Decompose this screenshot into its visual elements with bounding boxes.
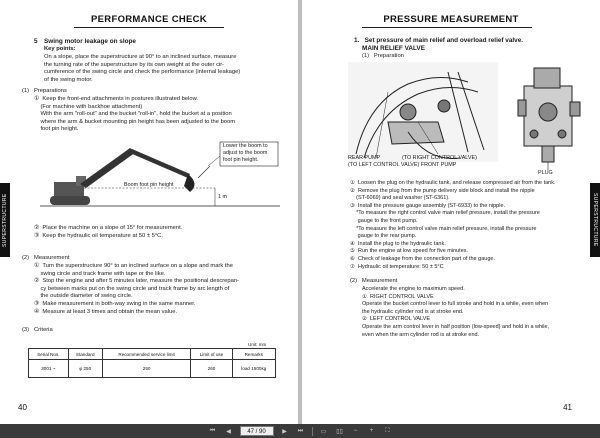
right-page-heading: PRESSURE MEASUREMENT [383, 14, 519, 25]
key-point-line: of the swing motor. [44, 76, 93, 83]
right-heading-rule [362, 27, 532, 28]
right-meas-line: Operate the bucket control lever to full stroke and hold in a while, even when [362, 301, 549, 308]
prep-line: where the arm & bucket mounting pin height has been adjusted to the boom [34, 118, 236, 125]
left-page [0, 0, 298, 424]
right-page [302, 0, 600, 424]
lower-boom-label-3: foot pin height. [223, 157, 259, 163]
prep-steps [34, 225, 182, 240]
key-points-label: Key points: [44, 46, 76, 52]
left-heading-rule [74, 27, 224, 28]
right-meas-line: Operate the arm control lever in half position (low-speed) and hold in a while, [362, 323, 550, 330]
prep-line: (For machine with backhoe attachment) [34, 103, 143, 110]
right-step: ① Loosen the plug on the hydraulic tank, and release compressed air from the tank. [350, 180, 556, 186]
page-indicator-input[interactable]: 47 / 90 [240, 426, 274, 436]
criteria-num: (3) [22, 327, 30, 333]
meas-line: swing circle and track frame with tape or the like. [34, 270, 166, 277]
prep-step: ② Place the machine on a slope of 15° for measurement. [34, 225, 183, 231]
criteria-title: Criteria [34, 327, 53, 333]
right-step: *To measure the right control valve main relief pressure, install the pressure [350, 210, 540, 217]
fullscreen-icon[interactable]: ⛶ [385, 427, 390, 434]
plug-label: PLUG [538, 170, 553, 176]
right-prep-label: (1) Preparation [362, 53, 404, 59]
to-right-label: (TO RIGHT CONTROL VALVE) [402, 155, 477, 161]
prep-step: ③ Keep the hydraulic oil temperature at 50 ± 5°C. [34, 232, 163, 239]
meas-line: the outside diameter of swing circle. [34, 293, 133, 300]
key-points [44, 54, 240, 84]
prep-line: ① Keep the front-end attachments in postures illustrated below. [34, 96, 199, 102]
right-step: ④ Install the plug to the hydraulic tank. [350, 240, 446, 247]
viewer-toolbar [0, 424, 600, 438]
right-meas-lines [362, 286, 549, 339]
right-section-line1: 1. Set pressure of main relief and overload relief valve. [354, 37, 524, 44]
table-cell: 250 [102, 360, 191, 378]
meas-line: ① Turn the superstructure 90° to an inclined surface on a slope and mark the [34, 263, 233, 269]
meas-title: Measurement [34, 255, 70, 261]
right-step: ⑥ Check of leakage from the connection part of the gauge. [350, 255, 495, 262]
right-section-line2: MAIN RELIEF VALVE [362, 45, 425, 52]
table-cell: 260 [191, 360, 232, 378]
next-page-icon[interactable]: ▶ [282, 428, 287, 435]
single-page-icon[interactable]: ▭ [320, 428, 327, 435]
table-cell: load 1500kg [232, 360, 275, 378]
key-point-line: On a slope, place the superstructure at 90° to an inclined surface, measure [44, 54, 237, 60]
right-meas-label: (2) Measurement [350, 278, 398, 284]
right-side-tab: SUPERSTRUCTURE [590, 183, 600, 257]
table-header: Standard [68, 349, 102, 360]
left-section-title: Swing motor leakage on slope [44, 38, 136, 45]
key-point-line: the turning rate of the superstructure by its own weight at the outer cir- [44, 61, 225, 68]
meas-line: ③ Make measurement in both-way swing in the same manner. [34, 300, 196, 307]
rear-pump-label: REAR PUMP [348, 155, 381, 161]
table-header-row [29, 349, 276, 360]
table-row [29, 360, 276, 378]
right-step: ⑤ Run the engine at low speed for five minutes. [350, 248, 469, 255]
meas-lines [34, 263, 239, 316]
right-step: ③ Install the pressure gauge assembly (ST-6933) to the nipple. [350, 202, 506, 209]
two-page-icon[interactable]: ▯▯ [336, 428, 343, 435]
one-m-label: 1 m [218, 194, 227, 200]
right-meas-line: even when the arm cylinder rod is at stroke end. [362, 331, 480, 338]
right-step: ② Remove the plug from the pump delivery side block and install the nipple [350, 187, 535, 194]
right-meas-line: Accelerate the engine to maximum speed. [362, 286, 465, 292]
meas-num: (2) [22, 255, 30, 261]
right-page-number: 41 [563, 403, 572, 412]
right-step: ⑦ Hydraulic oil temperature: 50 ± 5°C [350, 263, 444, 270]
table-header: Recommended service limit [102, 349, 191, 360]
prep-num: (1) [22, 88, 30, 94]
table-cell: 3001 ~ [29, 360, 69, 378]
meas-line: ④ Measure at least 3 times and obtain the mean value. [34, 308, 178, 315]
lower-boom-label-1: Lower the boom to [223, 143, 268, 149]
prep-lines [34, 96, 235, 134]
right-steps [350, 180, 556, 271]
last-page-icon[interactable]: ⏭ [297, 427, 304, 434]
to-left-label: (TO LEFT CONTROL VALVE) FRONT PUMP [348, 162, 457, 168]
left-side-tab: SUPERSTRUCTURE [0, 183, 10, 257]
table-cell: φ 250 [68, 360, 102, 378]
zoom-in-icon[interactable]: + [369, 428, 374, 434]
criteria-table [28, 348, 276, 378]
right-step: *To measure the left control valve main relief pressure, install the pressure [350, 225, 537, 232]
right-meas-line: the hydraulic cylinder rod is at stroke end. [362, 308, 464, 315]
right-meas-line: ② LEFT CONTROL VALVE [362, 316, 430, 323]
prep-line: foot pin height. [34, 126, 79, 133]
prev-page-icon[interactable]: ◀ [226, 428, 231, 435]
table-header: Remarks [232, 349, 275, 360]
first-page-icon[interactable]: ⏮ [209, 427, 216, 434]
prep-line: With the arm "roll-out" and the bucket "roll-in", hold the bucket at a position [34, 111, 232, 118]
left-section-num: 5 [34, 38, 38, 45]
left-page-number: 40 [18, 403, 27, 412]
prep-title: Preparations [34, 88, 67, 94]
table-header: Serial Nos. [29, 349, 69, 360]
left-page-heading: PERFORMANCE CHECK [91, 14, 207, 25]
meas-line: cy between marks put on the swing circle and track frame by arc length of [34, 285, 230, 292]
boom-foot-label: Boom foot pin height [124, 182, 174, 188]
unit-label: Unit: mm [248, 342, 267, 347]
key-point-line: cumference of the swing circle and check the performance (internal leakage) [44, 69, 241, 76]
lower-boom-label-2: adjust to the boom [223, 150, 268, 156]
right-meas-line: ① RIGHT CONTROL VALVE [362, 293, 434, 300]
table-header: Limit of use [191, 349, 232, 360]
toolbar-divider [312, 427, 313, 436]
right-step: (ST-6069) and seal washer (ST-6361). [350, 195, 450, 202]
meas-line: ② Stop the engine and after 5 minutes later, measure the positional descrepan- [34, 278, 239, 285]
right-step: gauge to the front pump. [350, 217, 418, 224]
zoom-out-icon[interactable]: − [353, 428, 358, 434]
right-step: gauge to the rear pump. [350, 233, 417, 240]
